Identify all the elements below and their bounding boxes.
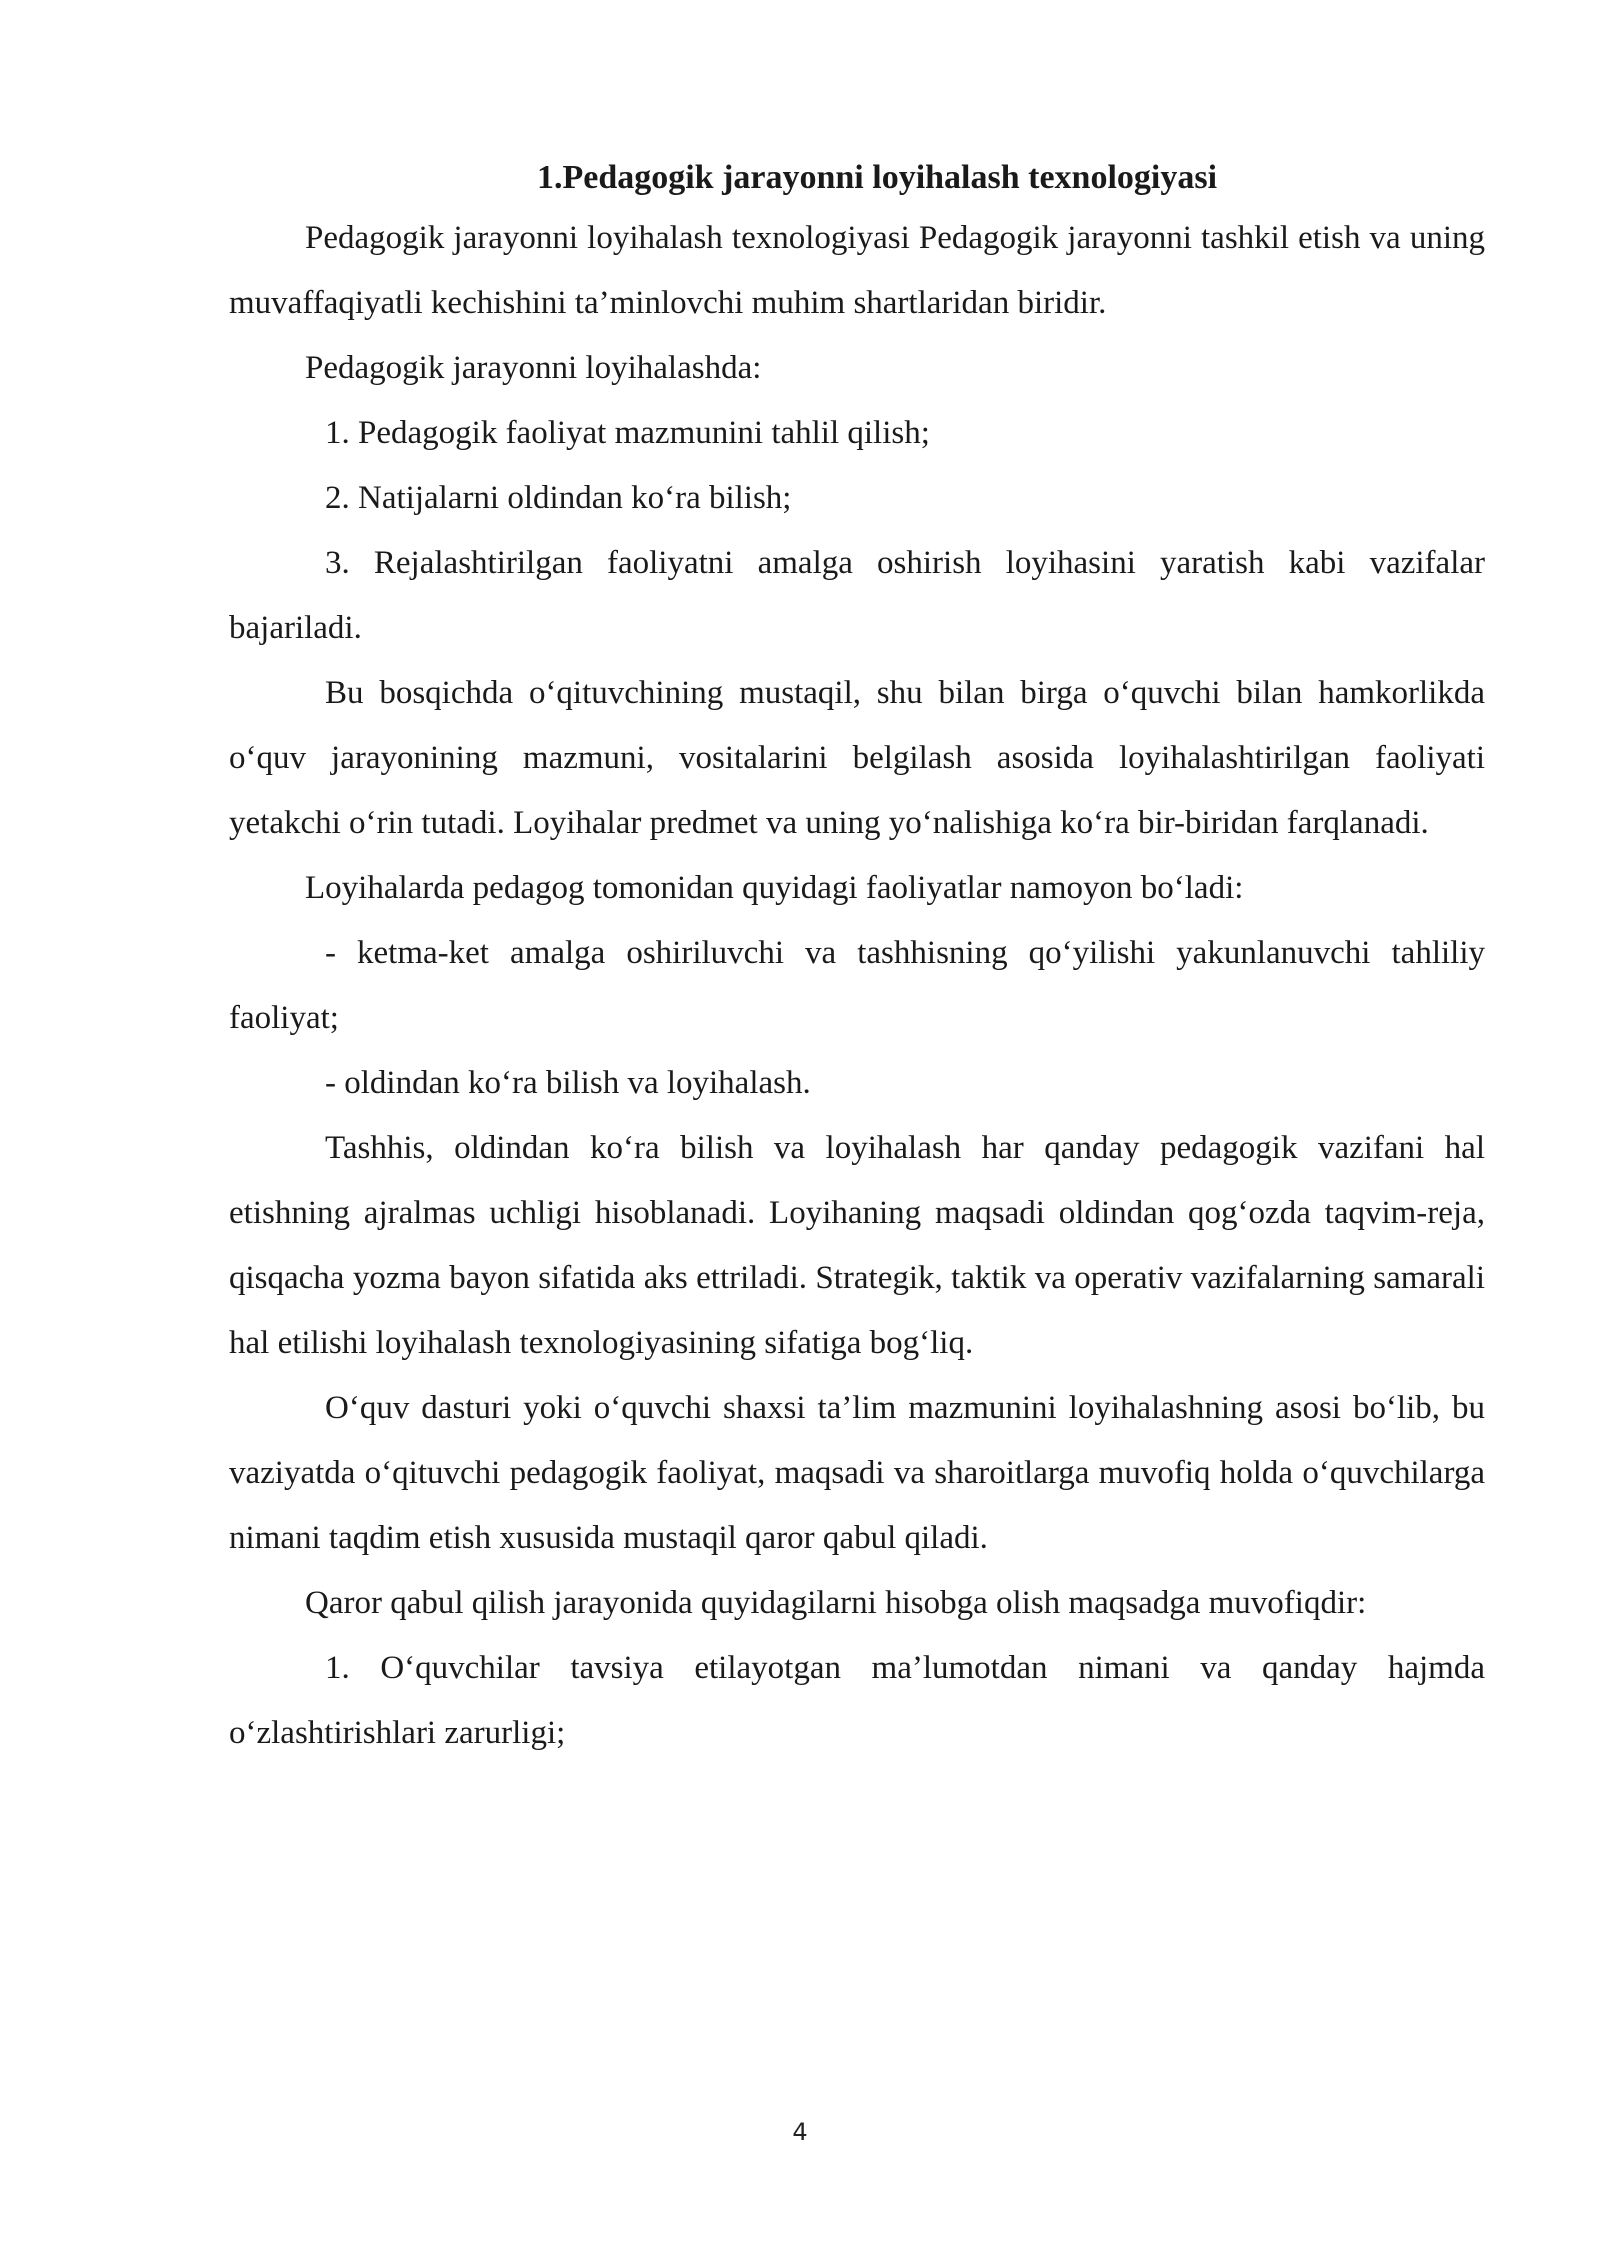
paragraph-intro: Pedagogik jarayonni loyihalash texnologiyasi Pedagogik jarayonni tashkil etish va uning muvaffaqiyatli kechishini ta’minlovchi muhim shartlaridan biridir.	[229, 220, 1485, 321]
decision-item-1: 1. O‘quvchilar tavsiya etilayotgan ma’lumotdan nimani va qanday hajmda o‘zlashtirishlari zarurligi;	[229, 1650, 1485, 1751]
paragraph-lead: Pedagogik jarayonni loyihalashda:	[305, 350, 762, 386]
dash-item-2: - oldindan ko‘ra bilish va loyihalash.	[325, 1065, 811, 1101]
paragraph-decision-lead: Qaror qabul qilish jarayonida quyidagilarni hisobga olish maqsadga muvofiqdir:	[305, 1585, 1367, 1621]
list-item-3: 3. Rejalashtirilgan faoliyatni amalga oshirish loyihasini yaratish kabi vazifalar bajariladi.	[229, 545, 1485, 646]
paragraph-diagnosis: Tashhis, oldindan ko‘ra bilish va loyihalash har qanday pedagogik vazifani hal etishning ajralmas uchligi hisoblanadi. Loyihaning maqsadi oldindan qog‘ozda taqvim-reja, qisqacha yozma bayon sifatida aks ettriladi. Strategik, taktik va operativ vazifalarning samarali hal etilishi loyihalash texnologiyasining sifatiga bog‘liq.	[229, 1130, 1485, 1361]
paragraph-activities-lead: Loyihalarda pedagog tomonidan quyidagi faoliyatlar namoyon bo‘ladi:	[305, 870, 1244, 906]
list-item-2: 2. Natijalarni oldindan ko‘ra bilish;	[325, 480, 792, 516]
section-title: 1.Pedagogik jarayonni loyihalash texnologiyasi	[536, 159, 1218, 196]
paragraph-stage: Bu bosqichda o‘qituvchining mustaqil, shu bilan birga o‘quvchi bilan hamkorlikda o‘quv jarayonining mazmuni, vositalarini belgilash asosida loyihalashtirilgan faoliyati yetakchi o‘rin tutadi. Loyihalar predmet va uning yo‘nalishiga ko‘ra bir-biridan farqlanadi.	[229, 675, 1485, 841]
list-item-1: 1. Pedagogik faoliyat mazmunini tahlil qilish;	[325, 415, 930, 451]
paragraph-curriculum: O‘quv dasturi yoki o‘quvchi shaxsi ta’lim mazmunini loyihalashning asosi bo‘lib, bu vaziyatda o‘qituvchi pedagogik faoliyat, maqsadi va sharoitlarga muvofiq holda o‘quvchilarga nimani taqdim etish xususida mustaqil qaror qabul qiladi.	[229, 1390, 1485, 1556]
page-number: 4	[792, 2118, 808, 2146]
document-page	[229, 150, 1485, 1766]
dash-item-1: - ketma-ket amalga oshiriluvchi va tashhisning qo‘yilishi yakunlanuvchi tahliliy faoliyat;	[229, 935, 1485, 1036]
